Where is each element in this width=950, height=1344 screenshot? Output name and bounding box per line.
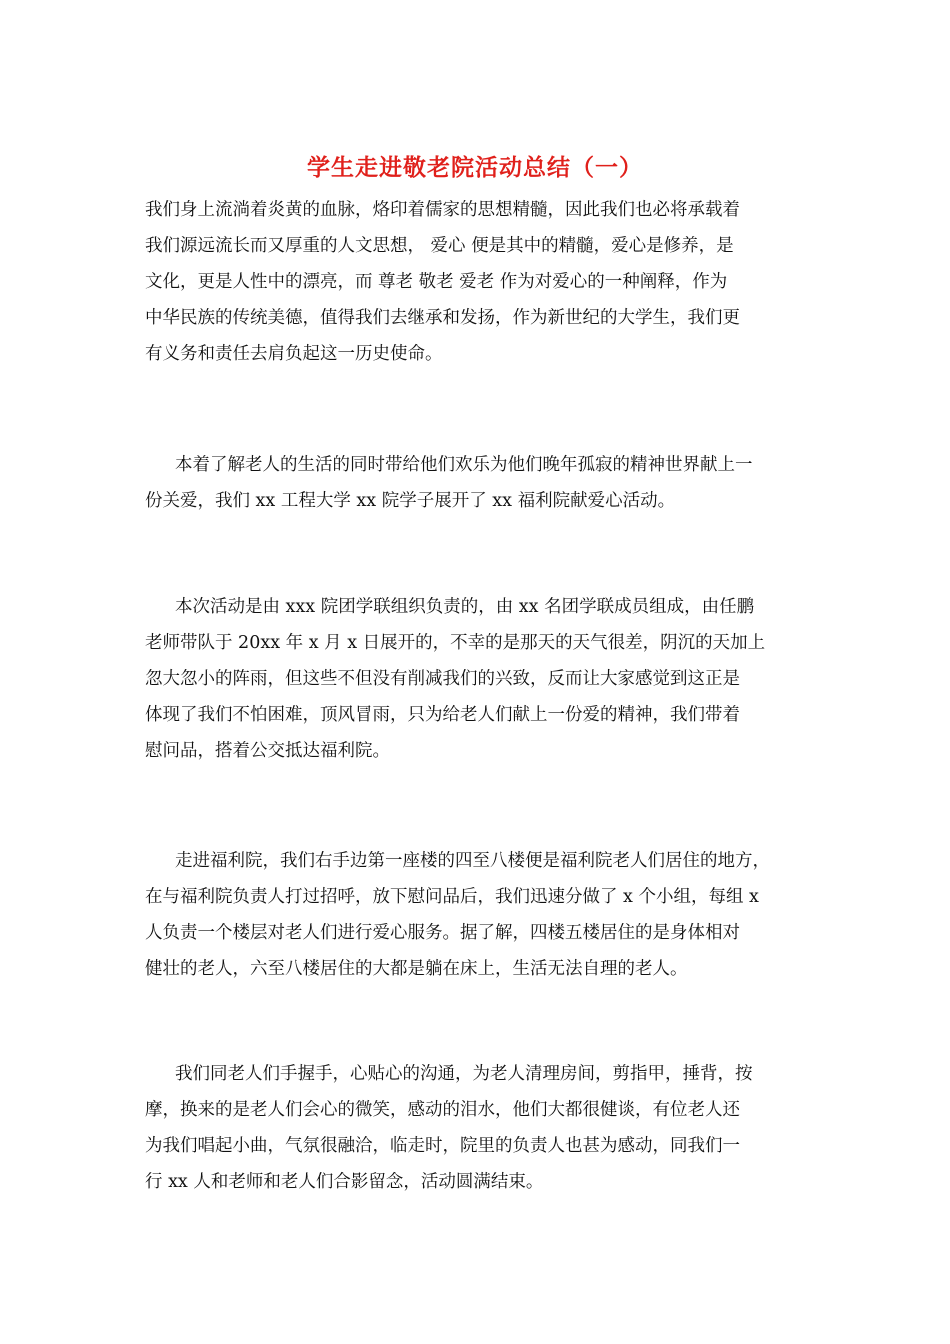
paragraph-line: 本着了解老人的生活的同时带给他们欢乐为他们晚年孤寂的精神世界献上一	[175, 455, 753, 475]
paragraph-line: 文化，更是人性中的漂亮，而 尊老 敬老 爱老 作为对爱心的一种阐释，作为	[145, 272, 728, 292]
paragraph-line: 走进福利院，我们右手边第一座楼的四至八楼便是福利院老人们居住的地方，	[175, 851, 770, 871]
paragraph-line: 健壮的老人，六至八楼居住的大都是躺在床上，生活无法自理的老人。	[145, 959, 688, 979]
paragraph-line: 我们身上流淌着炎黄的血脉，烙印着儒家的思想精髓，因此我们也必将承载着	[145, 200, 740, 220]
paragraph-line: 行 xx 人和老师和老人们合影留念，活动圆满结束。	[145, 1172, 544, 1192]
paragraph-line: 老师带队于 20xx 年 x 月 x 日展开的，不幸的是那天的天气很差，阴沉的天加上	[145, 633, 766, 653]
paragraph-3	[145, 589, 815, 769]
paragraph-line: 为我们唱起小曲，气氛很融洽，临走时，院里的负责人也甚为感动，同我们一	[145, 1136, 740, 1156]
document-title: 学生走进敬老院活动总结（一）	[307, 154, 643, 181]
paragraph-line: 本次活动是由 xxx 院团学联组织负责的，由 xx 名团学联成员组成，由任鹏	[175, 597, 755, 617]
paragraph-line: 中华民族的传统美德，值得我们去继承和发扬，作为新世纪的大学生，我们更	[145, 308, 740, 328]
paragraph-5	[145, 1056, 815, 1200]
paragraph-line: 有义务和责任去肩负起这一历史使命。	[145, 344, 443, 364]
paragraph-line: 忽大忽小的阵雨，但这些不但没有削减我们的兴致，反而让大家感觉到这正是	[145, 669, 740, 689]
paragraph-line: 在与福利院负责人打过招呼，放下慰问品后，我们迅速分做了 x 个小组，每组 x	[145, 887, 759, 907]
paragraph-line: 我们源远流长而又厚重的人文思想， 爱心 便是其中的精髓，爱心是修养，是	[145, 236, 734, 256]
paragraph-line: 慰问品，搭着公交抵达福利院。	[145, 741, 390, 761]
paragraph-line: 人负责一个楼层对老人们进行爱心服务。据了解，四楼五楼居住的是身体相对	[145, 923, 740, 943]
paragraph-line: 体现了我们不怕困难，顶风冒雨，只为给老人们献上一份爱的精神，我们带着	[145, 705, 740, 725]
paragraph-line: 我们同老人们手握手，心贴心的沟通，为老人清理房间，剪指甲，捶背，按	[175, 1064, 753, 1084]
paragraph-4	[145, 843, 815, 987]
paragraph-1	[145, 192, 815, 372]
paragraph-line: 摩，换来的是老人们会心的微笑，感动的泪水，他们大都很健谈，有位老人还	[145, 1100, 740, 1120]
paragraph-2	[145, 447, 815, 519]
paragraph-line: 份关爱，我们 xx 工程大学 xx 院学子展开了 xx 福利院献爱心活动。	[145, 491, 676, 511]
